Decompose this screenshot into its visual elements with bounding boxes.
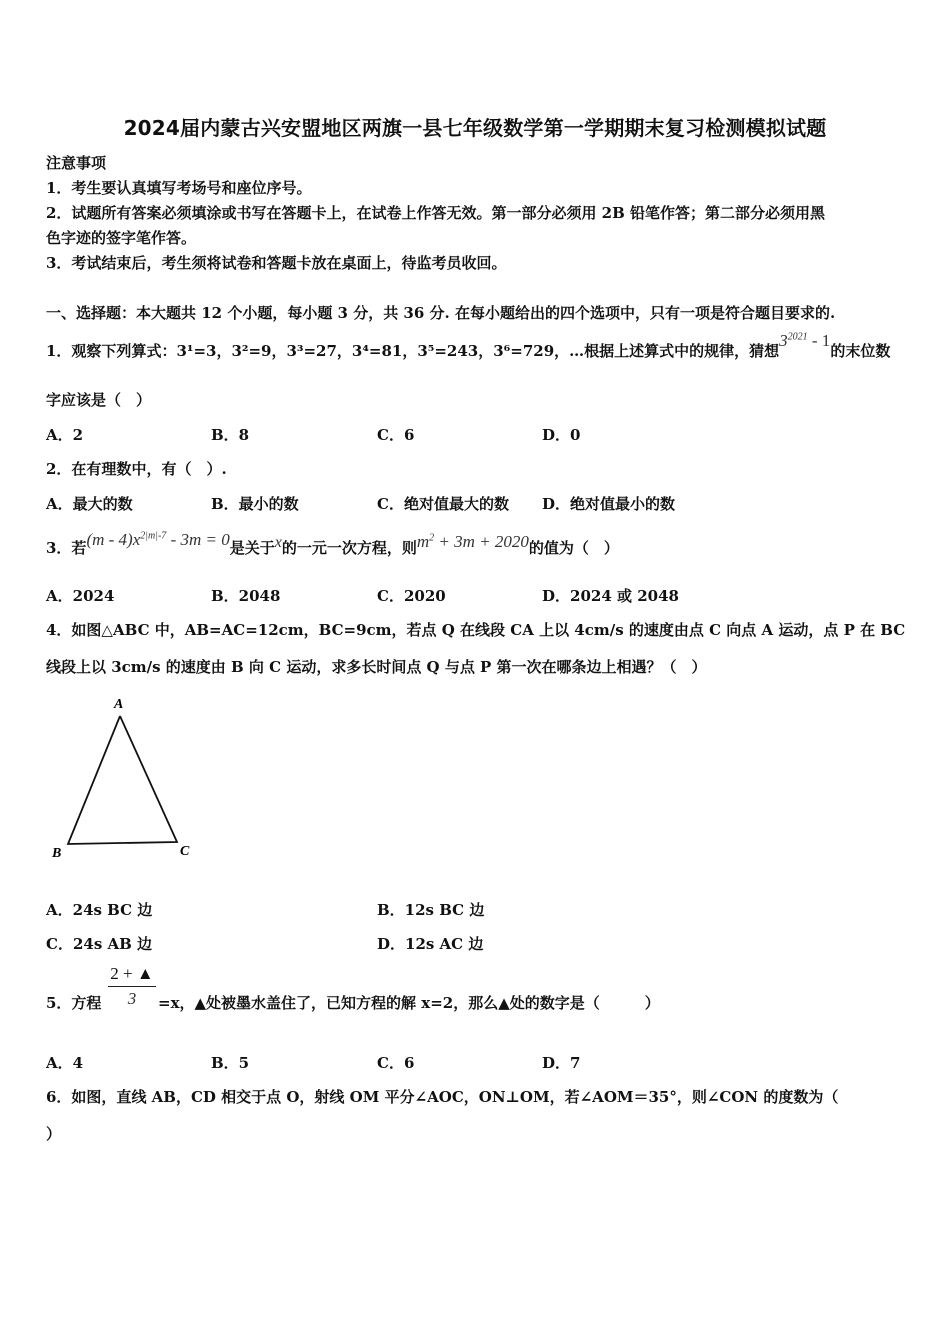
q4-text-line1: 4．如图△ABC 中，AB=AC=12cm，BC=9cm，若点 Q 在线段 CA 上以 4cm/s 的速度由点 C 向点 A 运动，点 P 在 BC <box>46 621 906 639</box>
notice-heading: 注意事项 <box>46 154 107 172</box>
notice-item: 色字迹的签字笔作答。 <box>46 229 197 247</box>
q3-option-d[interactable]: D．2024 或 2048 <box>542 587 679 605</box>
q5-option-a[interactable]: A．4 <box>46 1054 84 1072</box>
q5-stem-end: =x，▲处被墨水盖住了，已知方程的解 x=2，那么▲处的数字是（ ） <box>158 994 660 1012</box>
q1-option-d[interactable]: D．0 <box>542 426 581 444</box>
q1-stem: 1．观察下列算式：3¹=3，3²=9，3³=27，3⁴=81，3⁵=243，3⁶=729，…根据上述算式中的规律，猜想 <box>46 342 780 360</box>
section-heading: 一、选择题：本大题共 12 个小题，每小题 3 分，共 36 分. 在每小题给出的四个选项中，只有一项是符合题目要求的. <box>46 304 836 322</box>
q4-option-d[interactable]: D．12s AC 边 <box>377 935 484 953</box>
q5-option-b[interactable]: B．5 <box>211 1054 250 1072</box>
q2-option-b[interactable]: B．最小的数 <box>211 495 299 513</box>
q2-option-a[interactable]: A．最大的数 <box>46 495 133 513</box>
notice-item: 2．试题所有答案必须填涂或书写在答题卡上，在试卷上作答无效。第一部分必须用 2B 铅笔作答；第二部分必须用黑 <box>46 204 826 222</box>
triangle-abc <box>68 716 177 844</box>
q1-option-c[interactable]: C．6 <box>377 426 415 444</box>
notice-item: 3．考试结束后，考生须将试卷和答题卡放在桌面上，待监考员收回。 <box>46 254 507 272</box>
q3-option-a[interactable]: A．2024 <box>46 587 115 605</box>
q3-option-c[interactable]: C．2020 <box>377 587 446 605</box>
triangle-figure <box>40 690 210 865</box>
page-title: 2024届内蒙古兴安盟地区两旗一县七年级数学第一学期期末复习检测模拟试题 <box>123 116 827 140</box>
q4-option-c[interactable]: C．24s AB 边 <box>46 935 153 953</box>
q3-stem: 3．若 <box>46 539 87 557</box>
q5-stem: 5．方程 <box>46 994 102 1012</box>
q1-stem-end: 的末位数 <box>830 342 891 360</box>
q2-option-d[interactable]: D．绝对值最小的数 <box>542 495 676 513</box>
q3-stem-end: 的值为（ ） <box>528 539 619 557</box>
q3-expression: $m^2 + 3m + 2020$ <box>416 532 529 551</box>
q3-stem-mid: 是关于 <box>229 539 275 557</box>
q1-expression: $3^{2021} - 1$ <box>779 331 831 350</box>
q1-text <box>46 331 891 361</box>
vertex-label-c: C <box>180 844 190 859</box>
q5-option-d[interactable]: D．7 <box>542 1054 581 1072</box>
q3-stem-mid2: 的一元一次方程，则 <box>281 539 417 557</box>
q1-option-a[interactable]: A．2 <box>46 426 84 444</box>
q5-fraction-denominator: 3 <box>127 989 137 1008</box>
q6-text-line1: 6．如图，直线 AB，CD 相交于点 O，射线 OM 平分∠AOC，ON⊥OM，若∠AOM＝35°，则∠CON 的度数为（ <box>46 1088 839 1106</box>
q4-option-a[interactable]: A．24s BC 边 <box>46 901 153 919</box>
q5-option-c[interactable]: C．6 <box>377 1054 415 1072</box>
vertex-label-b: B <box>52 846 62 861</box>
q3-option-b[interactable]: B．2048 <box>211 587 281 605</box>
q1-text-cont: 字应该是（ ） <box>46 391 152 409</box>
q5-fraction <box>108 964 156 1009</box>
notice-item: 1．考生要认真填写考场号和座位序号。 <box>46 179 312 197</box>
q5-fraction-numerator: 2 + ▲ <box>108 964 156 987</box>
q2-option-c[interactable]: C．绝对值最大的数 <box>377 495 509 513</box>
q4-text-line2: 线段上以 3cm/s 的速度由 B 向 C 运动，求多长时间点 Q 与点 P 第一次在哪条边上相遇？（ ） <box>46 658 707 676</box>
q3-variable: x <box>274 534 282 551</box>
q3-text <box>46 530 619 558</box>
q4-option-b[interactable]: B．12s BC 边 <box>377 901 485 919</box>
q1-option-b[interactable]: B．8 <box>211 426 250 444</box>
vertex-label-a: A <box>114 697 124 712</box>
q3-equation: $(m - 4)x^{2|m|-7} - 3m = 0$ <box>86 530 230 549</box>
q6-text-line2: ） <box>46 1125 62 1143</box>
q2-text: 2．在有理数中，有（ ）. <box>46 460 227 478</box>
